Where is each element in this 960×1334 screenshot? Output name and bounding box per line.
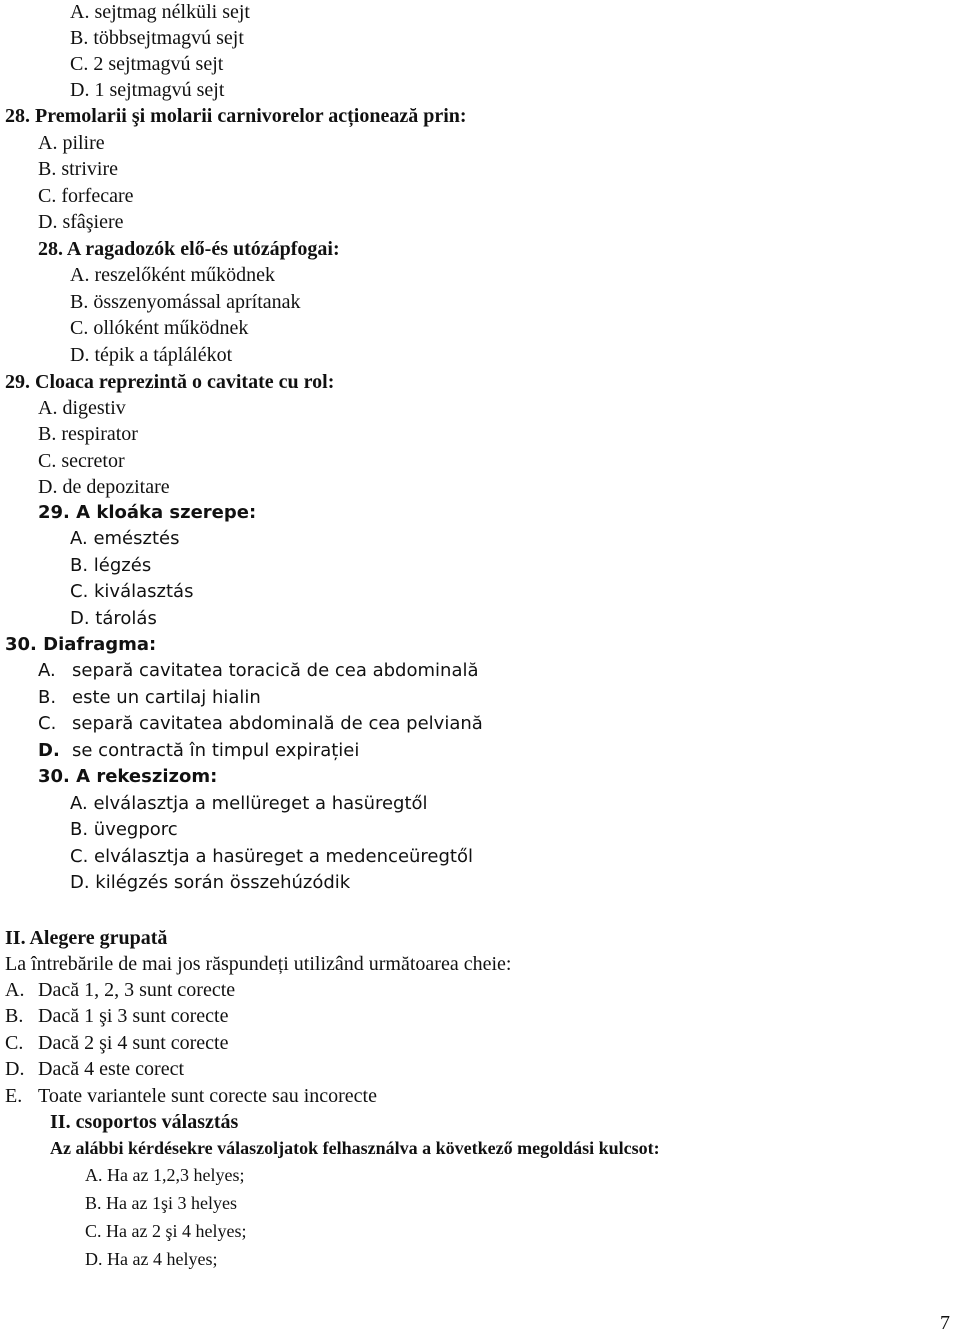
q29-ro-option-c: C. secretor <box>38 450 125 472</box>
q30-ro-option-b-text: este un cartilaj hialin <box>72 687 261 708</box>
q29-hu-option-b: B. légzés <box>70 555 152 576</box>
q28-hu-option-a: A. reszelőként működnek <box>70 264 275 286</box>
section-ro-key-e-text: Toate variantele sunt corecte sau incorecte <box>38 1085 377 1107</box>
section-hu-key-a: A. Ha az 1,2,3 helyes; <box>85 1165 245 1185</box>
q29-ro-question: 29. Cloaca reprezintă o cavitate cu rol: <box>5 371 335 393</box>
q27-hu-option-b: B. többsejtmagvú sejt <box>70 27 244 49</box>
q28-ro-option-d: D. sfâşiere <box>38 211 124 233</box>
section-hu-key-b: B. Ha az 1şi 3 helyes <box>85 1193 237 1213</box>
q30-ro-option-a-text: separă cavitatea toracică de cea abdominală <box>72 660 479 681</box>
section-ro-key-a-letter: A. <box>5 979 25 1001</box>
q28-hu-option-b: B. összenyomással aprítanak <box>70 291 301 313</box>
q29-hu-option-d: D. tárolás <box>70 608 157 629</box>
q29-ro-option-b: B. respirator <box>38 423 138 445</box>
q29-hu-option-a: A. emésztés <box>70 528 180 549</box>
q30-ro-option-d-text: se contractă în timpul expirației <box>72 740 360 761</box>
q30-ro-option-d-letter: D. <box>38 740 60 761</box>
q30-hu-option-d: D. kilégzés során összehúzódik <box>70 872 351 893</box>
section-ro-key-c-text: Dacă 2 şi 4 sunt corecte <box>38 1032 229 1054</box>
q30-ro-option-c-letter: C. <box>38 713 57 734</box>
q29-ro-option-d: D. de depozitare <box>38 476 170 498</box>
section-hu-key-c: C. Ha az 2 şi 4 helyes; <box>85 1221 247 1241</box>
section-ro-key-d-letter: D. <box>5 1058 25 1080</box>
q29-ro-option-a: A. digestiv <box>38 397 126 419</box>
q30-ro-question: 30. Diafragma: <box>5 634 157 655</box>
q28-ro-question: 28. Premolarii şi molarii carnivorelor acționează prin: <box>5 105 467 127</box>
section-ro-key-b-letter: B. <box>5 1005 24 1027</box>
q30-ro-option-b-letter: B. <box>38 687 57 708</box>
q27-hu-option-d: D. 1 sejtmagvú sejt <box>70 79 225 101</box>
section-ro-key-a-text: Dacă 1, 2, 3 sunt corecte <box>38 979 236 1001</box>
section-hu-key-d: D. Ha az 4 helyes; <box>85 1249 218 1269</box>
section-ro-key-c-letter: C. <box>5 1032 24 1054</box>
q30-hu-option-a: A. elválasztja a mellüreget a hasüregtől <box>70 793 428 814</box>
section-ro-key-b-text: Dacă 1 şi 3 sunt corecte <box>38 1005 229 1027</box>
q27-hu-option-a: A. sejtmag nélküli sejt <box>70 1 250 23</box>
q28-hu-option-d: D. tépik a táplálékot <box>70 344 233 366</box>
section-ro-title: II. Alegere grupată <box>5 927 168 949</box>
q28-hu-option-c: C. ollóként működnek <box>70 317 249 339</box>
q28-ro-option-b: B. strivire <box>38 158 118 180</box>
q28-ro-option-c: C. forfecare <box>38 185 134 207</box>
section-ro-key-e-letter: E. <box>5 1085 23 1107</box>
q27-hu-option-c: C. 2 sejtmagvú sejt <box>70 53 224 75</box>
q28-hu-question: 28. A ragadozók elő-és utózápfogai: <box>38 238 340 260</box>
q28-ro-option-a: A. pilire <box>38 132 105 154</box>
section-ro-instruction: La întrebările de mai jos răspundeți utilizând următoarea cheie: <box>5 953 512 975</box>
q30-ro-option-a-letter: A. <box>38 660 56 681</box>
section-hu-title: II. csoportos választás <box>50 1111 239 1133</box>
section-ro-key-d-text: Dacă 4 este corect <box>38 1058 185 1080</box>
section-hu-instruction: Az alábbi kérdésekre válaszoljatok felhasználva a következő megoldási kulcsot: <box>50 1138 660 1158</box>
q29-hu-option-c: C. kiválasztás <box>70 581 194 602</box>
page-number: 7 <box>940 1312 950 1334</box>
q30-hu-option-c: C. elválasztja a hasüreget a medenceüregtől <box>70 846 473 867</box>
q30-hu-question: 30. A rekeszizom: <box>38 766 218 787</box>
q30-hu-option-b: B. üvegporc <box>70 819 178 840</box>
q29-hu-question: 29. A kloáka szerepe: <box>38 502 257 523</box>
q30-ro-option-c-text: separă cavitatea abdominală de cea pelviană <box>72 713 483 734</box>
